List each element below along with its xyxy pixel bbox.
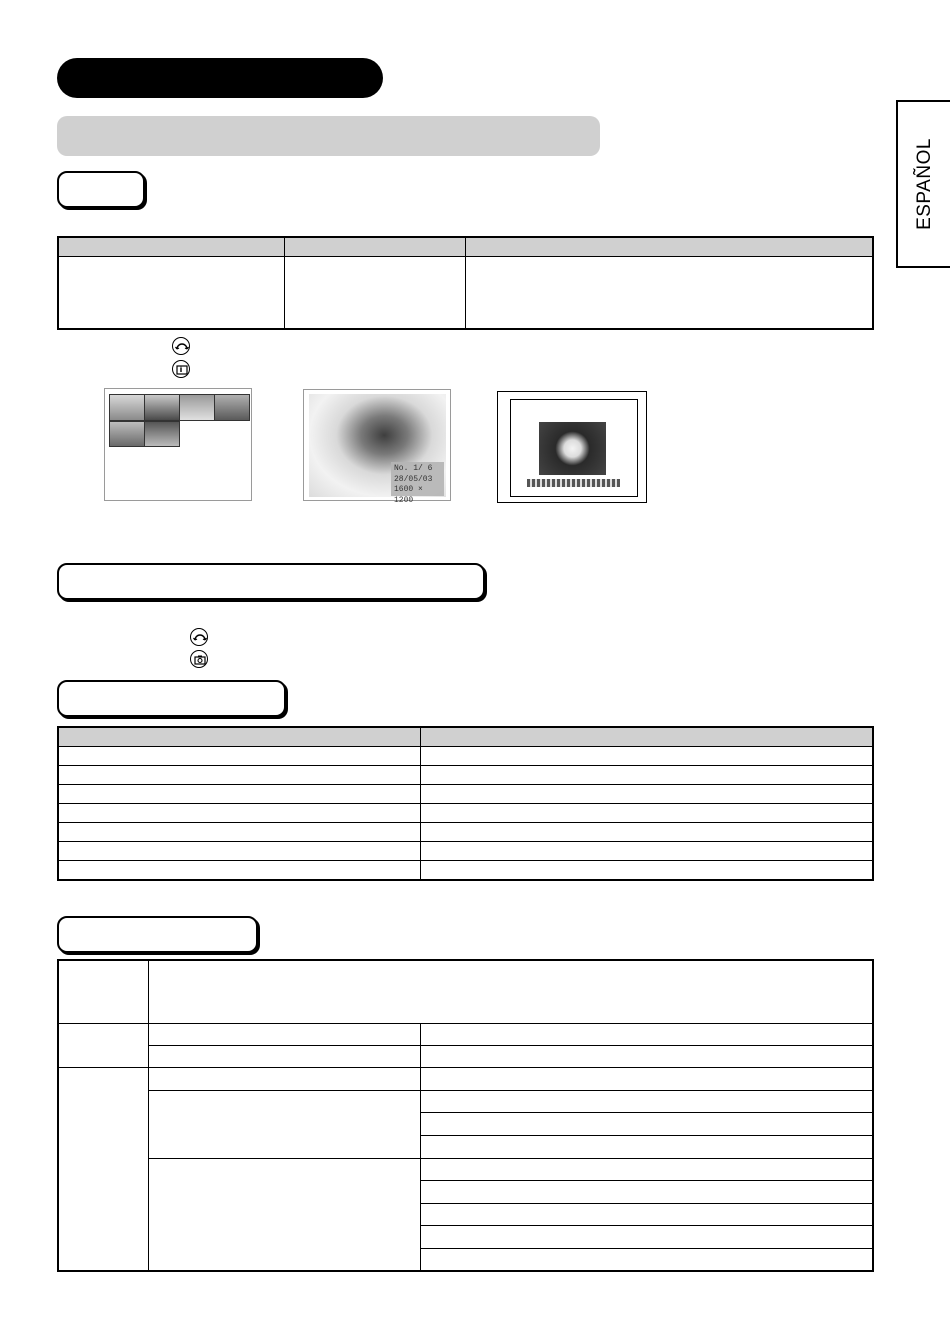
table-cell (421, 823, 873, 842)
table-cell (149, 1159, 421, 1271)
screenshot-photo-view (303, 389, 451, 505)
thumbnail-image (214, 394, 250, 421)
table-cell (421, 1046, 873, 1068)
table-row (59, 785, 873, 804)
table-row (59, 1159, 873, 1181)
info-icon (172, 360, 190, 378)
language-tab (896, 100, 950, 268)
table-cell (59, 961, 149, 1024)
table-row (59, 804, 873, 823)
table-cell (59, 766, 421, 785)
language-tab-label: ESPAÑOL (914, 138, 935, 230)
table-cell (421, 1024, 873, 1046)
table-cell (421, 1113, 873, 1136)
heading-tag-1 (57, 171, 145, 208)
table-row (59, 257, 873, 329)
table-cell (59, 804, 421, 823)
table-cell (421, 1091, 873, 1113)
table-cell (421, 804, 873, 823)
table-cell (421, 1226, 873, 1249)
table-cell (421, 1181, 873, 1204)
table-cell (149, 1024, 421, 1046)
photo-date: 28/05/03 (394, 474, 433, 484)
table-settings (58, 727, 873, 880)
table-row (59, 1068, 873, 1091)
photo-resolution: 1600 × 1200 (394, 485, 423, 505)
table-row (59, 861, 873, 880)
flower-image (539, 422, 606, 475)
table-cell (421, 1249, 873, 1271)
table-cell (421, 1204, 873, 1226)
table-specs (58, 960, 873, 1271)
table-row (59, 1024, 873, 1046)
table-cell (149, 1091, 421, 1159)
table-cell (59, 1068, 149, 1271)
table-row (59, 961, 873, 1024)
section-subtitle-bar (57, 116, 600, 156)
heading-tag-2 (57, 563, 485, 600)
section-title-bar (57, 58, 383, 98)
table-cell (421, 785, 873, 804)
table-header-cell (59, 238, 285, 257)
table-row (59, 1091, 873, 1113)
return-icon (190, 628, 208, 646)
table-cell (59, 785, 421, 804)
table-cell (421, 861, 873, 880)
thumbnail-image (109, 394, 145, 421)
camera-icon (190, 650, 208, 668)
table-cell (59, 842, 421, 861)
table-row (59, 747, 873, 766)
table-cell (421, 1136, 873, 1159)
heading-tag-4 (57, 916, 258, 953)
table-cell (59, 823, 421, 842)
table-header-cell (421, 728, 873, 747)
table-header-row (59, 728, 873, 747)
table-cell (421, 766, 873, 785)
thumbnail-image (144, 394, 180, 421)
table-cell (421, 1068, 873, 1091)
table-cell (421, 1159, 873, 1181)
heading-tag-3 (57, 680, 286, 717)
frame-border (510, 399, 638, 497)
thumbnail-image (109, 421, 145, 447)
screenshot-thumbnail-grid (104, 388, 252, 501)
table-header-cell (466, 238, 873, 257)
table-cell (421, 747, 873, 766)
table-cell (466, 257, 873, 329)
table-cell (149, 961, 873, 1024)
table-cell (59, 257, 285, 329)
table-cell (149, 1068, 421, 1091)
table-row (59, 823, 873, 842)
table-cell (59, 747, 421, 766)
table-header-row (59, 238, 873, 257)
table-cell (59, 1024, 149, 1068)
screenshot-framed-view (497, 391, 647, 503)
table-row (59, 1046, 873, 1068)
table-header-cell (59, 728, 421, 747)
photo-info-overlay (391, 462, 444, 505)
thumbnail-image (144, 421, 180, 447)
table-row (59, 842, 873, 861)
table-info (58, 237, 873, 329)
table-cell (59, 861, 421, 880)
table-row (59, 766, 873, 785)
photo-number: No. 1/ 6 (394, 464, 433, 473)
return-icon (172, 337, 190, 355)
table-cell (285, 257, 466, 329)
status-strip (527, 479, 620, 487)
table-header-cell (285, 238, 466, 257)
table-cell (149, 1046, 421, 1068)
thumbnail-image (179, 394, 215, 421)
table-cell (421, 842, 873, 861)
